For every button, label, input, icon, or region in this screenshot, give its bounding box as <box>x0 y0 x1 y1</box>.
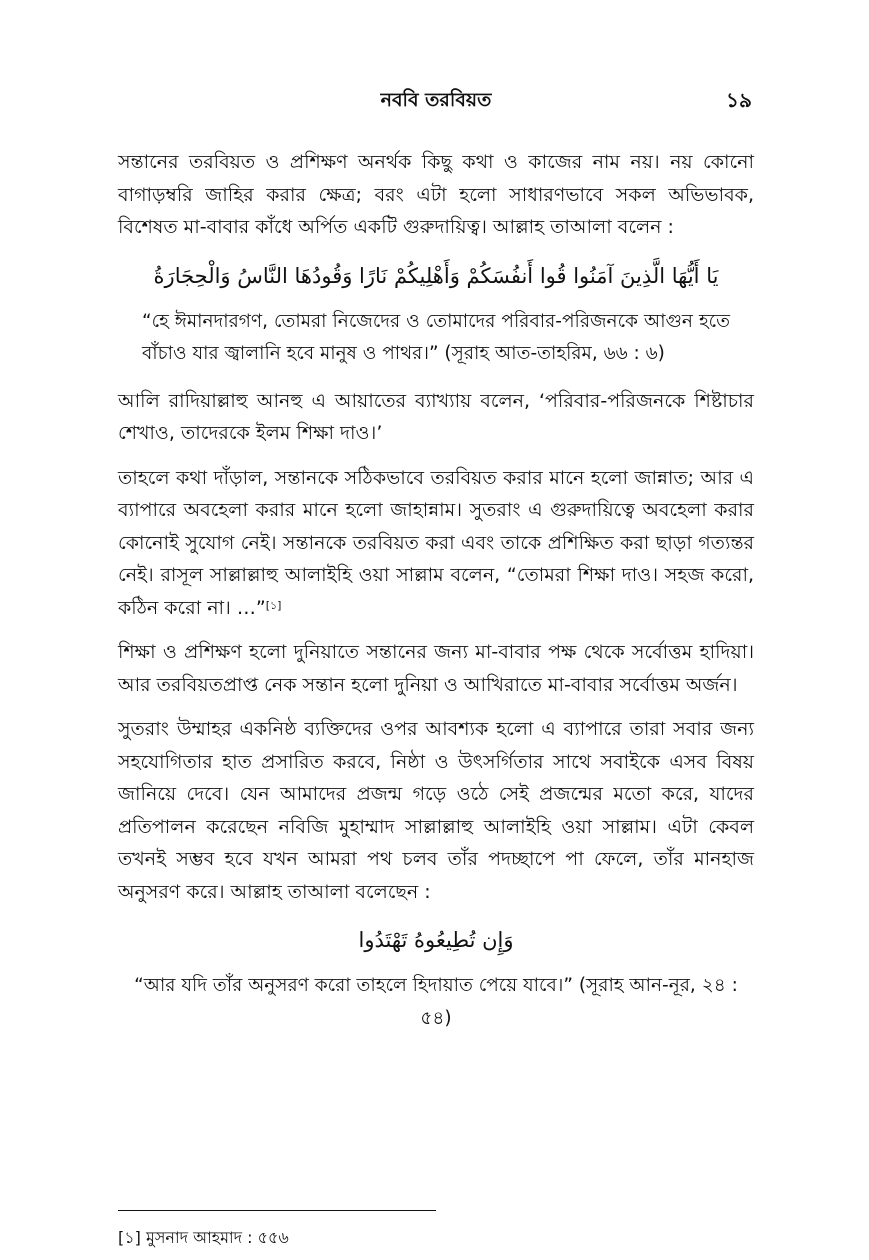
paragraph-2: আলি রাদিয়াল্লাহু আনহু এ আয়াতের ব্যাখ্যায় বলেন, ‘পরিবার-পরিজনকে শিষ্টাচার শেখাও, তাদেরকে ইলম শিক্ষা দাও।’ <box>118 389 754 444</box>
paragraph-3-text: তাহলে কথা দাঁড়াল, সন্তানকে সঠিকভাবে তরবিয়ত করার মানে হলো জান্নাত; আর এ ব্যাপারে অবহেলা করার মানে হলো জাহান্নাম। সুতরাং এ গুরুদায়িত্বে অবহেলা করার কোনোই সুযোগ নেই। সন্তানকে তরবিয়ত করা এবং তাকে প্রশিক্ষিত করা ছাড়া গত্যন্তর নেই। রাসূল সাল্লাল্লাহু আলাইহি ওয়া সাল্লাম বলেন, “তোমরা শিক্ষা দাও। সহজ করো, কঠিন করো না। …” <box>118 466 754 619</box>
paragraph-5: সুতরাং উম্মাহর একনিষ্ঠ ব্যক্তিদের ওপর আবশ্যক হলো এ ব্যাপারে তারা সবার জন্য সহযোগিতার হাত প্রসারিত করবে, নিষ্ঠা ও উৎসর্গিতার সাথে সবাইকে এসব বিষয় জানিয়ে দেবে। যেন আমাদের প্রজন্ম গড়ে ওঠে সেই প্রজন্মের মতো করে, যাদের প্রতিপালন করেছেন নবিজি মুহাম্মাদ সাল্লাল্লাহু আলাইহি ওয়া সাল্লাম। এটা কেবল তখনই সম্ভব হবে যখন আমরা পথ চলব তাঁর পদচ্ছাপে পা ফেলে, তাঁর মানহাজ অনুসরণ করে। আল্লাহ তাআলা বলেছেন : <box>118 718 754 903</box>
paragraph-4: শিক্ষা ও প্রশিক্ষণ হলো দুনিয়াতে সন্তানের জন্য মা-বাবার পক্ষ থেকে সর্বোত্তম হাদিয়া। আর তরবিয়তপ্রাপ্ত নেক সন্তান হলো দুনিয়া ও আখিরাতে মা-বাবার সর্বোত্তম অর্জন। <box>118 641 754 696</box>
page-body <box>118 146 754 1035</box>
verse-translation-2: “আর যদি তাঁর অনুসরণ করো তাহলে হিদায়াত পেয়ে যাবে।” (সূরাহ আন-নূর, ২৪ : ৫৪) <box>134 975 738 1029</box>
arabic-verse-1: يَا أَيُّهَا الَّذِينَ آمَنُوا قُوا أَنفُسَكُمْ وَأَهْلِيكُمْ نَارًا وَقُودُهَا النَّاسُ وَالْحِجَارَةُ <box>153 263 719 288</box>
verse-translation-1: “হে ঈমানদারগণ, তোমরা নিজেদের ও তোমাদের পরিবার-পরিজনকে আগুন হতে বাঁচাও যার জ্বালানি হবে মানুষ ও পাথর।” (সূরাহ আত-তাহরিম, ৬৬ : ৬) <box>142 310 730 364</box>
paragraph-1: সন্তানের তরবিয়ত ও প্রশিক্ষণ অনর্থক কিছু কথা ও কাজের নাম নয়। নয় কোনো বাগাড়ম্বরি জাহির করার ক্ষেত্র; বরং এটা হলো সাধারণভাবে সকল অভিভাবক, বিশেষত মা-বাবার কাঁধে অর্পিত একটি গুরুদায়িত্ব। আল্লাহ তাআলা বলেন : <box>118 151 754 238</box>
footnote-reference: [১] <box>265 598 282 612</box>
arabic-verse-2: وَإِن تُطِيعُوهُ تَهْتَدُوا <box>358 928 514 952</box>
page-number: ১৯ <box>726 88 752 112</box>
page-header <box>118 86 754 116</box>
running-title: নববি তরবিয়ত <box>380 89 492 111</box>
paragraph-3 <box>118 462 754 625</box>
footnote-divider <box>118 1210 436 1211</box>
book-page <box>118 0 754 1260</box>
footnote: [১] মুসনাদ আহমাদ : ৫৫৬ <box>118 1228 289 1247</box>
